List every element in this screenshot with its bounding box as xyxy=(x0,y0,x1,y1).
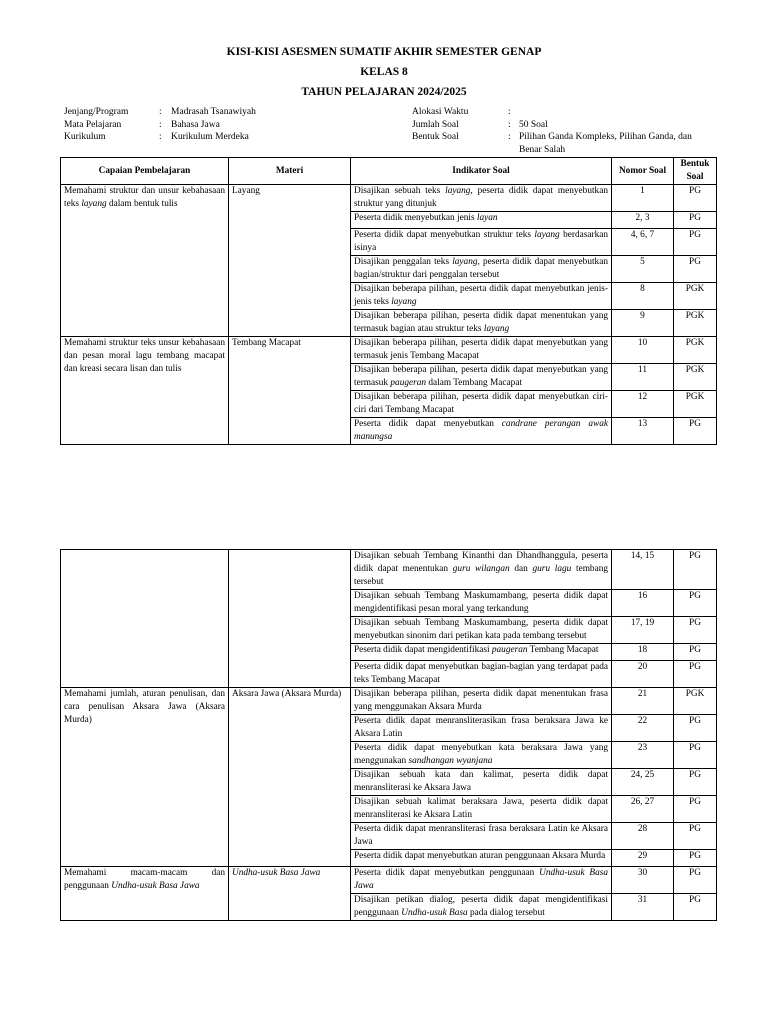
text-segment: tembang tersebut xyxy=(354,564,608,587)
text-segment: dalam bentuk tulis xyxy=(106,199,178,209)
info-row-mapel xyxy=(64,119,394,132)
bentuk-soal-cell: PG xyxy=(674,229,717,256)
text-segment: Peserta didik menyebutkan jenis xyxy=(354,213,477,223)
text-segment: Aksara Jawa (Aksara Murda) xyxy=(232,689,342,699)
header-capaian: Capaian Pembelajaran xyxy=(61,158,229,185)
bentuk-soal-cell: PGK xyxy=(674,364,717,391)
info-colon: : xyxy=(508,107,511,117)
indikator-cell xyxy=(351,212,612,229)
text-segment: Peserta didik dapat menyebutkan kata beraksara Jawa yang menggunakan xyxy=(354,743,608,766)
table-row xyxy=(61,185,717,212)
nomor-soal-cell: 14, 15 xyxy=(612,550,674,590)
nomor-soal-cell: 9 xyxy=(612,310,674,337)
text-segment: Disajikan penggalan teks xyxy=(354,257,453,267)
capaian-cell xyxy=(61,185,229,337)
italic-term: paugeran xyxy=(491,645,528,655)
indikator-cell xyxy=(351,310,612,337)
table-header xyxy=(61,158,717,185)
text-segment: Disajikan beberapa pilihan, peserta didik dapat menyebutkan yang termasuk xyxy=(354,365,608,388)
bentuk-soal-cell: PG xyxy=(674,894,717,921)
text-segment: Disajikan sebuah Tembang Maskumambang, peserta didik dapat mengidentifikasi pesan moral yang terkandung xyxy=(354,591,608,614)
title-line-3: TAHUN PELAJARAN 2024/2025 xyxy=(301,86,467,98)
nomor-soal-cell: 10 xyxy=(612,337,674,364)
info-label: Bentuk Soal xyxy=(412,132,459,143)
bentuk-soal-cell: PGK xyxy=(674,283,717,310)
italic-term: paugeran xyxy=(390,378,427,388)
kisi-kisi-table-1 xyxy=(60,157,717,445)
bentuk-soal-cell: PGK xyxy=(674,310,717,337)
text-segment: Peserta didik dapat menyebutkan aturan penggunaan Aksara Murda xyxy=(354,851,606,861)
indikator-cell xyxy=(351,742,612,769)
header-materi: Materi xyxy=(229,158,351,185)
text-segment: pada dialog tersebut xyxy=(467,908,545,918)
indikator-cell xyxy=(351,688,612,715)
info-label: Jenjang/Program xyxy=(64,107,129,117)
bentuk-soal-cell: PGK xyxy=(674,391,717,418)
text-segment: Disajikan beberapa pilihan, peserta didik dapat menyebutkan jenis-jenis teks xyxy=(354,284,608,307)
nomor-soal-cell: 12 xyxy=(612,391,674,418)
bentuk-soal-cell: PG xyxy=(674,644,717,661)
italic-term: Undha-usuk Basa Jawa xyxy=(354,868,608,891)
bentuk-soal-cell: PG xyxy=(674,715,717,742)
bentuk-soal-cell: PG xyxy=(674,850,717,867)
italic-term: layang xyxy=(452,257,478,267)
info-value: Kurikulum Merdeka xyxy=(171,132,249,143)
text-segment: Disajikan beberapa pilihan, peserta didik dapat menyebutkan yang termasuk jenis Tembang Macapat xyxy=(354,338,608,361)
info-colon: : xyxy=(159,107,162,117)
info-value: Pilihan Ganda Kompleks, Pilihan Ganda, dan Benar Salah xyxy=(519,132,692,155)
header-bentuk-soal: Bentuk Soal xyxy=(674,158,717,185)
text-segment: Peserta didik dapat menyebutkan penggunaan xyxy=(354,868,540,878)
text-segment: Memahami jumlah, aturan penulisan, dan cara penulisan Aksara Jawa (Aksara Murda) xyxy=(64,689,225,725)
nomor-soal-cell: 24, 25 xyxy=(612,769,674,796)
bentuk-soal-cell: PG xyxy=(674,661,717,688)
materi-cell xyxy=(229,550,351,688)
text-segment: dalam Tembang Macapat xyxy=(426,378,523,388)
text-segment: dan xyxy=(509,564,533,574)
indikator-cell xyxy=(351,229,612,256)
text-segment: , peserta didik dapat menyebutkan struktur yang ditunjuk xyxy=(354,186,608,209)
info-colon: : xyxy=(508,132,511,143)
nomor-soal-cell: 31 xyxy=(612,894,674,921)
indikator-cell xyxy=(351,823,612,850)
capaian-cell xyxy=(61,867,229,921)
text-segment: Peserta didik dapat mengidentifikasi xyxy=(354,645,492,655)
nomor-soal-cell: 17, 19 xyxy=(612,617,674,644)
nomor-soal-cell: 5 xyxy=(612,256,674,283)
bentuk-soal-cell: PG xyxy=(674,550,717,590)
indikator-cell xyxy=(351,867,612,894)
italic-term: candrane perangan awak manungsa xyxy=(354,419,608,442)
bentuk-soal-cell: PG xyxy=(674,796,717,823)
indikator-cell xyxy=(351,418,612,445)
document-title xyxy=(0,42,768,102)
info-row-jumlah xyxy=(412,119,712,132)
italic-term: layang xyxy=(483,324,510,334)
indikator-cell xyxy=(351,796,612,823)
italic-term: layang xyxy=(534,230,560,240)
nomor-soal-cell: 8 xyxy=(612,283,674,310)
text-segment: Disajikan beberapa pilihan, peserta didik dapat menentukan yang termasuk bagian atau struktur teks xyxy=(354,311,608,334)
indikator-cell xyxy=(351,590,612,617)
nomor-soal-cell: 2, 3 xyxy=(612,212,674,229)
nomor-soal-cell: 23 xyxy=(612,742,674,769)
header-row xyxy=(61,158,717,185)
text-segment: Peserta didik dapat menransliterasikan frasa beraksara Jawa ke Aksara Latin xyxy=(354,716,608,739)
nomor-soal-cell: 21 xyxy=(612,688,674,715)
nomor-soal-cell: 16 xyxy=(612,590,674,617)
text-segment: Memahami struktur dan unsur kebahasaan teks xyxy=(64,186,225,209)
bentuk-soal-cell: PG xyxy=(674,867,717,894)
capaian-cell xyxy=(61,550,229,688)
header-nomor-soal: Nomor Soal xyxy=(612,158,674,185)
text-segment: Memahami macam-macam dan penggunaan xyxy=(64,868,225,891)
nomor-soal-cell: 29 xyxy=(612,850,674,867)
text-segment: Disajikan sebuah Tembang Kinanthi dan Dhandhanggula, peserta didik dapat menentukan xyxy=(354,551,608,574)
indikator-cell xyxy=(351,644,612,661)
bentuk-soal-cell: PGK xyxy=(674,688,717,715)
text-segment: , peserta didik dapat menyebutkan bagian/struktur dari penggalan tersebut xyxy=(354,257,608,280)
info-colon: : xyxy=(159,119,162,130)
bentuk-soal-cell: PG xyxy=(674,617,717,644)
info-row-bentuk xyxy=(412,131,712,156)
capaian-cell xyxy=(61,337,229,445)
text-segment: berdasarkan isinya xyxy=(354,230,608,253)
info-colon: : xyxy=(508,119,511,130)
italic-term: layang xyxy=(391,297,417,307)
nomor-soal-cell: 4, 6, 7 xyxy=(612,229,674,256)
indikator-cell xyxy=(351,769,612,796)
nomor-soal-cell: 22 xyxy=(612,715,674,742)
text-segment: Disajikan sebuah kata dan kalimat, peserta didik dapat menransliterasi ke Aksara Jawa xyxy=(354,770,608,793)
nomor-soal-cell: 26, 27 xyxy=(612,796,674,823)
nomor-soal-cell: 28 xyxy=(612,823,674,850)
text-segment: Disajikan sebuah teks xyxy=(354,186,446,196)
nomor-soal-cell: 13 xyxy=(612,418,674,445)
indikator-cell xyxy=(351,661,612,688)
indikator-cell xyxy=(351,715,612,742)
nomor-soal-cell: 1 xyxy=(612,185,674,212)
materi-cell xyxy=(229,337,351,445)
italic-term: Undha-usuk Basa xyxy=(401,908,468,918)
bentuk-soal-cell: PG xyxy=(674,769,717,796)
info-left-block xyxy=(64,106,394,144)
text-segment: Disajikan beberapa pilihan, peserta didik dapat menentukan frasa yang menggunakan Aksara Murda xyxy=(354,689,608,712)
italic-term: layang xyxy=(81,199,107,209)
info-row-kurikulum xyxy=(64,131,394,144)
bentuk-soal-cell: PG xyxy=(674,418,717,445)
table-row xyxy=(61,550,717,590)
bentuk-soal-cell: PG xyxy=(674,590,717,617)
table-row xyxy=(61,337,717,364)
info-colon: : xyxy=(159,132,162,143)
indikator-cell xyxy=(351,617,612,644)
text-segment: Disajikan sebuah kalimat beraksara Jawa, peserta didik dapat menransliterasi ke Aksara Latin xyxy=(354,797,608,820)
italic-term: Undha-usuk Basa Jawa xyxy=(111,881,200,891)
info-row-jenjang xyxy=(64,106,394,119)
indikator-cell xyxy=(351,894,612,921)
info-label: Kurikulum xyxy=(64,132,106,143)
italic-term: sandhangan wyanjana xyxy=(408,756,493,766)
materi-cell xyxy=(229,185,351,337)
italic-term: Undha-usuk Basa Jawa xyxy=(232,868,321,878)
info-value: Madrasah Tsanawiyah xyxy=(171,107,256,117)
capaian-cell xyxy=(61,688,229,867)
indikator-cell xyxy=(351,256,612,283)
text-segment: Disajikan beberapa pilihan, peserta didik dapat menyebutkan ciri-ciri dari Tembang Macapat xyxy=(354,392,608,415)
indikator-cell xyxy=(351,283,612,310)
nomor-soal-cell: 20 xyxy=(612,661,674,688)
text-segment: Tembang Macapat xyxy=(232,338,301,348)
kisi-kisi-table-2 xyxy=(60,549,717,921)
table-body xyxy=(61,550,717,921)
bentuk-soal-cell: PG xyxy=(674,185,717,212)
bentuk-soal-cell: PGK xyxy=(674,337,717,364)
info-right-block xyxy=(412,106,712,156)
title-line-1: KISI-KISI ASESMEN SUMATIF AKHIR SEMESTER GENAP xyxy=(226,46,542,58)
nomor-soal-cell: 18 xyxy=(612,644,674,661)
bentuk-soal-cell: PG xyxy=(674,742,717,769)
indikator-cell xyxy=(351,550,612,590)
title-line-2: KELAS 8 xyxy=(360,66,408,78)
materi-cell xyxy=(229,688,351,867)
text-segment: Memahami struktur teks unsur kebahasaan dan pesan moral lagu tembang macapat dan kreasi secara lisan dan tulis xyxy=(64,338,225,374)
italic-term: layang xyxy=(445,186,471,196)
italic-term: guru wilangan xyxy=(452,564,510,574)
text-segment: Disajikan petikan dialog, peserta didik dapat mengidentifikasi penggunaan xyxy=(354,895,608,918)
bentuk-soal-cell: PG xyxy=(674,256,717,283)
italic-term: layan xyxy=(476,213,498,223)
text-segment: Tembang Macapat xyxy=(527,645,599,655)
indikator-cell xyxy=(351,185,612,212)
indikator-cell xyxy=(351,850,612,867)
table-body xyxy=(61,185,717,445)
table-row xyxy=(61,867,717,894)
bentuk-soal-cell: PG xyxy=(674,212,717,229)
info-label: Alokasi Waktu xyxy=(412,107,469,117)
text-segment: Disajikan sebuah Tembang Maskumambang, peserta didik dapat menyebutkan sinonim dari petikan kata pada tembang tersebut xyxy=(354,618,608,641)
info-row-alokasi xyxy=(412,106,712,119)
indikator-cell xyxy=(351,391,612,418)
text-segment: Layang xyxy=(232,186,260,196)
info-value: 50 Soal xyxy=(519,119,548,130)
nomor-soal-cell: 11 xyxy=(612,364,674,391)
materi-cell xyxy=(229,867,351,921)
table-row xyxy=(61,688,717,715)
bentuk-soal-cell: PG xyxy=(674,823,717,850)
text-segment: Peserta didik dapat menyebutkan xyxy=(354,419,502,429)
info-label: Jumlah Soal xyxy=(412,119,459,130)
info-label: Mata Pelajaran xyxy=(64,119,122,130)
indikator-cell xyxy=(351,364,612,391)
header-indikator: Indikator Soal xyxy=(351,158,612,185)
italic-term: guru lagu xyxy=(532,564,572,574)
indikator-cell xyxy=(351,337,612,364)
info-value: Bahasa Jawa xyxy=(171,119,220,130)
text-segment: Peserta didik dapat menyebutkan struktur teks xyxy=(354,230,535,240)
text-segment: Peserta didik dapat menyebutkan bagian-bagian yang terdapat pada teks Tembang Macapat xyxy=(354,662,608,685)
nomor-soal-cell: 30 xyxy=(612,867,674,894)
text-segment: Peserta didik dapat menransliterasi frasa beraksara Latin ke Aksara Jawa xyxy=(354,824,608,847)
